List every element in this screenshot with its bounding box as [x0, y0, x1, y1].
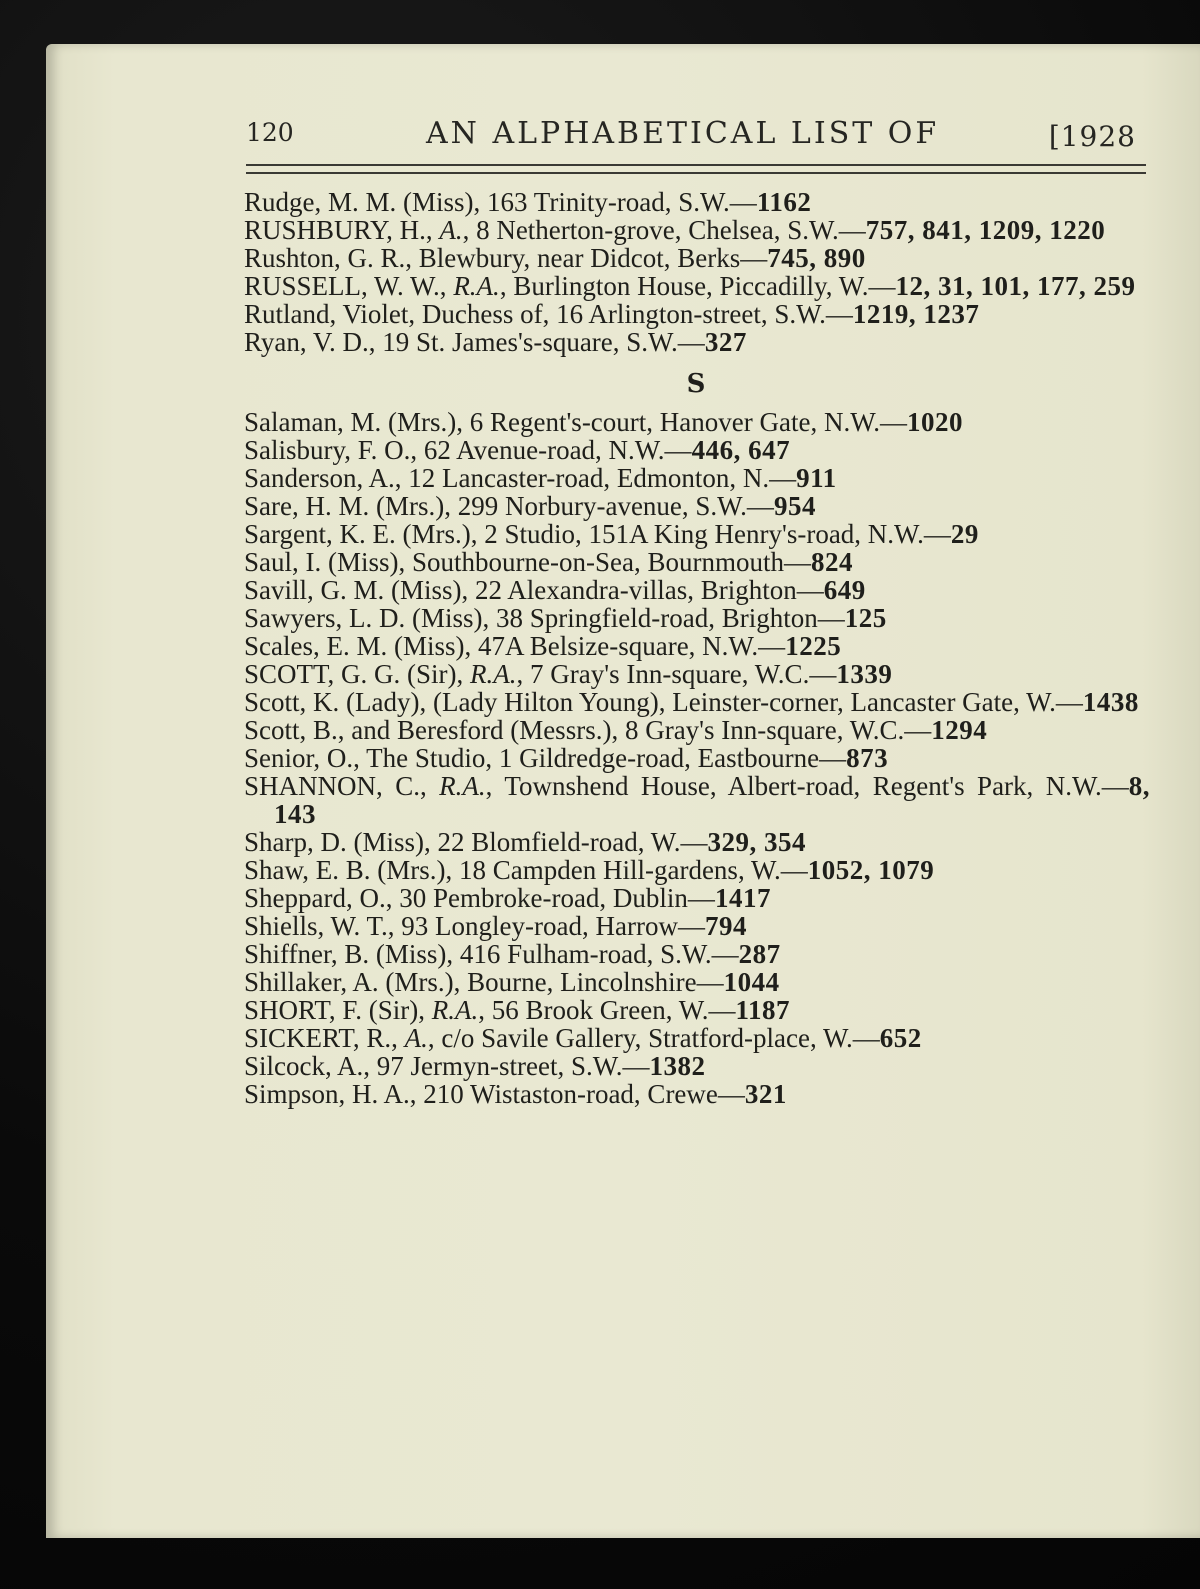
list-entry: [244, 1024, 1150, 1052]
entry-name: Rutland, Violet, Duchess of,: [244, 299, 550, 329]
entry-address: 19 St. James's-square, S.W.—: [375, 327, 705, 357]
entry-catalogue-numbers: 321: [744, 1079, 787, 1109]
page-title: AN ALPHABETICAL LIST OF: [426, 116, 940, 151]
entry-name: SHANNON, C.,: [244, 771, 440, 801]
entry-name: Rushton, G. R.,: [244, 243, 413, 273]
running-header: [246, 112, 1150, 162]
list-entry: [244, 436, 1150, 464]
entry-academy-title: R.A.: [431, 995, 479, 1025]
entry-address: 6 Regent's-court, Hanover Gate, N.W.—: [462, 407, 907, 437]
entry-catalogue-numbers: 1187: [735, 995, 790, 1025]
list-entry: [244, 1052, 1150, 1080]
header-double-rule: [246, 164, 1146, 174]
list-entry: [244, 884, 1150, 912]
entry-address: 38 Springfield-road, Brighton—: [489, 603, 845, 633]
entry-catalogue-numbers: 29: [950, 519, 979, 549]
entry-address: Bourne, Lincolnshire—: [460, 967, 724, 997]
list-entry: [244, 1080, 1150, 1108]
entry-address: 210 Wistaston-road, Crewe—: [416, 1079, 745, 1109]
entry-address: , Burlington House, Piccadilly, W.—: [499, 271, 896, 301]
entry-address: , 56 Brook Green, W.—: [478, 995, 736, 1025]
entry-name: RUSHBURY, H.,: [244, 215, 440, 245]
list-entry: [244, 408, 1150, 436]
entry-catalogue-numbers: 329, 354: [707, 827, 806, 857]
entry-name: SCOTT, G. G. (Sir),: [244, 659, 470, 689]
entry-address: , 8 Netherton-grove, Chelsea, S.W.—: [462, 215, 866, 245]
entry-address: 299 Norbury-avenue, S.W.—: [450, 491, 774, 521]
entry-address: 93 Longley-road, Harrow—: [394, 911, 705, 941]
list-entry: [244, 632, 1150, 660]
entry-name: SICKERT, R.,: [244, 1023, 405, 1053]
entry-name: Shiells, W. T.,: [244, 911, 395, 941]
entry-catalogue-numbers: 1225: [785, 631, 842, 661]
entry-name: Shillaker, A. (Mrs.),: [244, 967, 461, 997]
entry-catalogue-numbers: 911: [796, 463, 837, 493]
entry-academy-title: A.: [404, 1023, 428, 1053]
entry-catalogue-numbers: 8, 143: [274, 771, 1150, 829]
entry-address: The Studio, 1 Gildredge-road, Eastbourne—: [359, 743, 847, 773]
entry-academy-title: R.A.: [439, 771, 486, 801]
list-entry: [244, 772, 1150, 828]
entry-catalogue-numbers: 1438: [1082, 687, 1139, 717]
entry-name: Shiffner, B. (Miss),: [244, 939, 454, 969]
entry-address: Southbourne-on-Sea, Bournmouth—: [405, 547, 811, 577]
entry-name: Salaman, M. (Mrs.),: [244, 407, 463, 437]
exhibitor-list: [244, 188, 1150, 1108]
entry-catalogue-numbers: 873: [846, 743, 889, 773]
entry-catalogue-numbers: 1020: [906, 407, 963, 437]
list-entry: [244, 940, 1150, 968]
entry-name: Scales, E. M. (Miss),: [244, 631, 472, 661]
entry-address: 22 Alexandra-villas, Brighton—: [468, 575, 824, 605]
entry-catalogue-numbers: 1382: [649, 1051, 706, 1081]
list-entry: [244, 520, 1150, 548]
entry-catalogue-numbers: 1052, 1079: [807, 855, 935, 885]
section-letter: S: [686, 369, 708, 399]
list-entry: [244, 244, 1150, 272]
entry-name: RUSSELL, W. W.,: [244, 271, 454, 301]
list-entry: [244, 328, 1150, 356]
entry-address: 8 Gray's Inn-square, W.C.—: [618, 715, 932, 745]
entry-catalogue-numbers: 1162: [756, 187, 812, 217]
entry-catalogue-numbers: 757, 841, 1209, 1220: [865, 215, 1106, 245]
entry-address: 18 Campden Hill-gardens, W.—: [452, 855, 808, 885]
entry-catalogue-numbers: 1417: [714, 883, 771, 913]
entry-catalogue-numbers: 824: [810, 547, 853, 577]
entry-catalogue-numbers: 794: [704, 911, 747, 941]
entry-catalogue-numbers: 327: [704, 327, 747, 357]
entry-catalogue-numbers: 125: [844, 603, 887, 633]
list-entry: [244, 660, 1150, 688]
entry-catalogue-numbers: 954: [773, 491, 816, 521]
list-entry: [244, 272, 1150, 300]
list-entry: [244, 744, 1150, 772]
entry-catalogue-numbers: 12, 31, 101, 177, 259: [895, 271, 1136, 301]
entry-name: Scott, B., and Beresford (Messrs.),: [244, 715, 619, 745]
entry-name: Scott, K. (Lady), (Lady Hilton Young),: [244, 687, 666, 717]
entry-name: Shaw, E. B. (Mrs.),: [244, 855, 453, 885]
entry-name: Simpson, H. A.,: [244, 1079, 417, 1109]
entry-catalogue-numbers: 287: [738, 939, 781, 969]
entry-catalogue-numbers: 1339: [836, 659, 893, 689]
header-year: [1928: [1048, 120, 1136, 153]
entry-address: , c/o Savile Gallery, Stratford-place, W.—: [427, 1023, 880, 1053]
entry-name: Sare, H. M. (Mrs.),: [244, 491, 451, 521]
entry-address: 97 Jermyn-street, S.W.—: [370, 1051, 650, 1081]
entry-name: SHORT, F. (Sir),: [244, 995, 432, 1025]
entry-name: Rudge, M. M. (Miss),: [244, 187, 481, 217]
entry-address: 12 Lancaster-road, Edmonton, N.—: [401, 463, 797, 493]
entry-address: 16 Arlington-street, S.W.—: [549, 299, 853, 329]
entry-catalogue-numbers: 649: [823, 575, 866, 605]
list-entry: [244, 968, 1150, 996]
entry-name: Sheppard, O.,: [244, 883, 393, 913]
entry-name: Sargent, K. E. (Mrs.),: [244, 519, 478, 549]
entry-name: Silcock, A.,: [244, 1051, 370, 1081]
list-entry: [244, 604, 1150, 632]
entries-r: [244, 188, 1150, 356]
entry-name: Saul, I. (Miss),: [244, 547, 406, 577]
entry-name: Sanderson, A.,: [244, 463, 402, 493]
list-entry: [244, 856, 1150, 884]
entry-address: Leinster-corner, Lancaster Gate, W.—: [665, 687, 1083, 717]
list-entry: [244, 464, 1150, 492]
list-entry: [244, 300, 1150, 328]
entry-catalogue-numbers: 1294: [931, 715, 988, 745]
entry-name: Ryan, V. D.,: [244, 327, 376, 357]
list-entry: [244, 996, 1150, 1024]
entry-name: Sawyers, L. D. (Miss),: [244, 603, 490, 633]
entry-address: 62 Avenue-road, N.W.—: [417, 435, 692, 465]
entry-academy-title: A.: [439, 215, 463, 245]
entry-address: 47A Belsize-square, N.W.—: [471, 631, 786, 661]
entries-s: [244, 408, 1150, 1108]
entry-catalogue-numbers: 446, 647: [691, 435, 791, 465]
page-number: 120: [246, 118, 294, 147]
entry-catalogue-numbers: 652: [879, 1023, 922, 1053]
list-entry: [244, 828, 1150, 856]
entry-address: 163 Trinity-road, S.W.—: [480, 187, 757, 217]
list-entry: [244, 188, 1150, 216]
entry-academy-title: R.A.: [453, 271, 500, 301]
entry-address: 416 Fulham-road, S.W.—: [453, 939, 739, 969]
list-entry: [244, 576, 1150, 604]
list-entry: [244, 716, 1150, 744]
entry-name: Sharp, D. (Miss),: [244, 827, 431, 857]
list-entry: [244, 492, 1150, 520]
entry-address: , Townshend House, Albert-road, Regent's Park, N.W.—: [485, 771, 1129, 801]
list-entry: [244, 912, 1150, 940]
entry-address: 22 Blomfield-road, W.—: [430, 827, 708, 857]
entry-catalogue-numbers: 745, 890: [767, 243, 866, 273]
entry-address: 30 Pembroke-road, Dublin—: [392, 883, 715, 913]
list-entry: [244, 688, 1150, 716]
entry-academy-title: R.A.: [470, 659, 517, 689]
list-entry: [244, 548, 1150, 576]
entry-catalogue-numbers: 1219, 1237: [852, 299, 980, 329]
entry-name: Savill, G. M. (Miss),: [244, 575, 469, 605]
entry-name: Salisbury, F. O.,: [244, 435, 418, 465]
entry-name: Senior, O.,: [244, 743, 360, 773]
entry-address: 2 Studio, 151A King Henry's-road, N.W.—: [477, 519, 951, 549]
entry-address: Blewbury, near Didcot, Berks—: [412, 243, 768, 273]
entry-address: , 7 Gray's Inn-square, W.C.—: [516, 659, 837, 689]
entry-catalogue-numbers: 1044: [723, 967, 780, 997]
list-entry: [244, 216, 1150, 244]
